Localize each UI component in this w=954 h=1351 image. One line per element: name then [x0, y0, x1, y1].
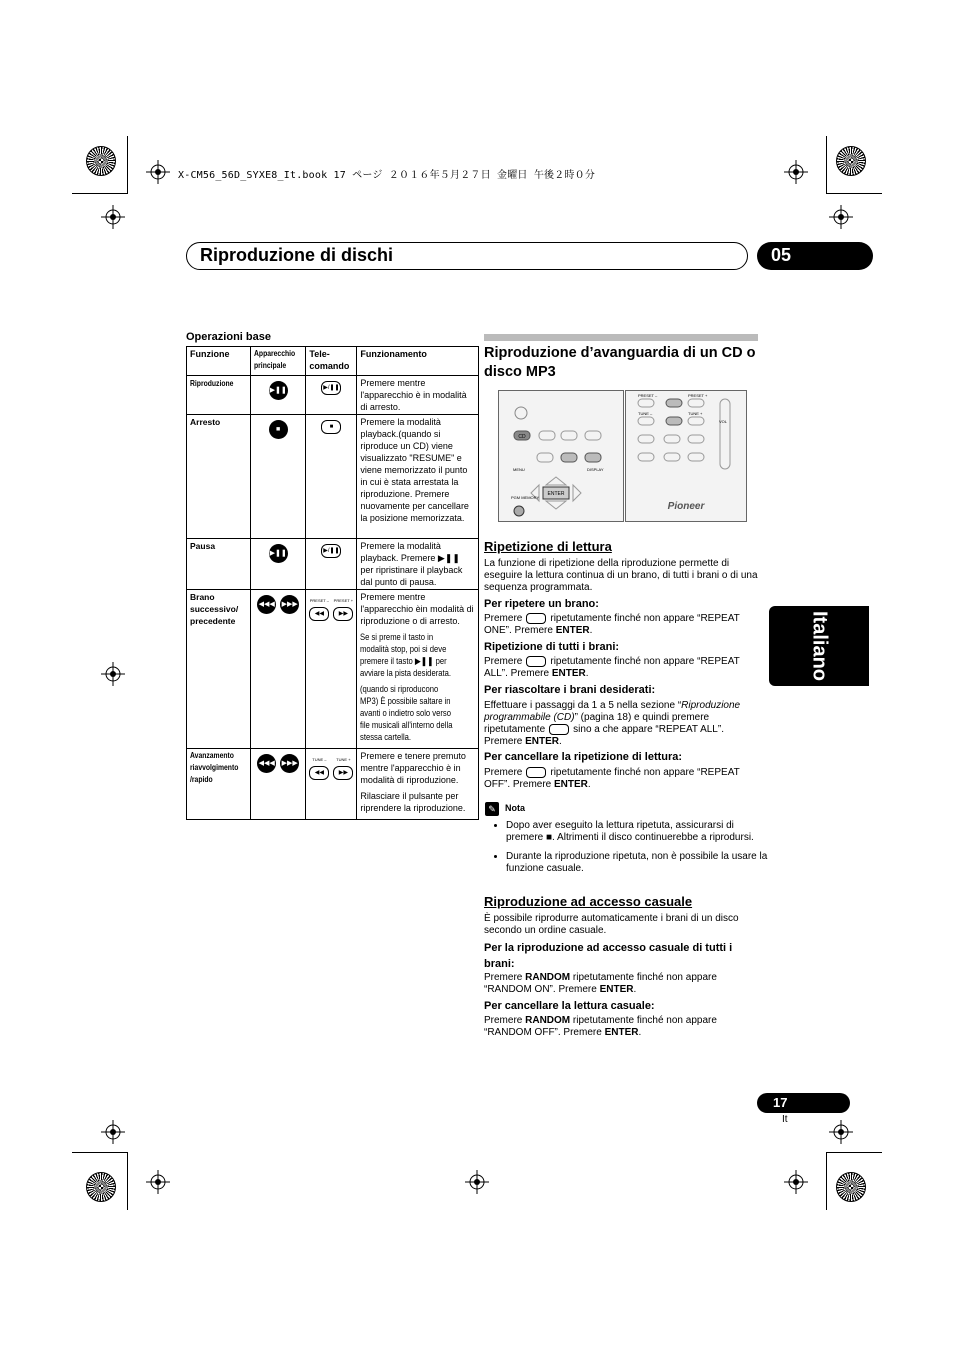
crosshair-icon: [784, 160, 808, 184]
table-row: Pausa ▶❚❚ ▶/❚❚ Premere la modalità playback. Premere ▶❚❚ per ripristinare il playback dal punto di pausa.: [187, 539, 479, 590]
repeat-one-text: Premere ripetutamente finché non appare “REPEAT ONE”. Premere ENTER.: [484, 613, 740, 637]
note-label: Nota: [505, 803, 525, 813]
page-number: 17: [773, 1095, 788, 1110]
crop-mark: [826, 193, 882, 194]
section-bar: [484, 334, 758, 341]
registration-rosette: [836, 146, 866, 176]
crop-mark: [127, 136, 128, 194]
page-title: Riproduzione di dischi: [200, 245, 393, 265]
random-all-heading: Per la riproduzione ad accesso casuale di tutti i brani:: [484, 942, 733, 970]
stop-icon: ■: [269, 420, 288, 439]
play-pause-icon: ▶❚❚: [269, 544, 288, 563]
table-row: Arresto ■ ■ Premere la modalità playback.(quando si riproduce un CD) viene visualizzato "RESUME" e viene memorizzato il punto in cui è stata arrestata la riproduzione. Premere nuovamente per cancellare la posizione memorizzata.: [187, 415, 479, 539]
skip-forward-remote-icon: ▶▶: [333, 607, 353, 621]
crop-mark: [826, 1152, 827, 1210]
preset-plus-label: PRESET +: [688, 393, 708, 398]
stop-remote-icon: ■: [321, 420, 341, 434]
play-pause-remote-icon: ▶/❚❚: [321, 544, 341, 558]
note-icon: ✎: [485, 802, 499, 816]
remote-menu-label: MENU: [513, 467, 525, 472]
chapter-badge: [757, 242, 873, 270]
preset-minus-button: PRESET – ◀◀: [309, 595, 329, 621]
random-all-text: Premere RANDOM ripetutamente finché non appare “RANDOM ON”. Premere ENTER.: [484, 972, 717, 995]
preset-minus-label: PRESET –: [638, 393, 658, 398]
repeat-intro: La funzione di ripetizione della riproduzione permette di eseguire la lettura continua di un brano, di tutti i brani o di una sequenza programmata.: [484, 558, 758, 593]
header-main-unit: Apparecchio principale: [250, 347, 305, 376]
tune-plus-label: TUNE +: [688, 411, 703, 416]
repeat-program-text: Effettuare i passaggi da 1 a 5 nella sezione “Riproduzione programmabile (CD)” (pagina 18) e quindi premere ripetutamente sino a che appare “REPEAT ALL”. Premere ENTER.: [484, 700, 741, 748]
page-title-bar: [186, 242, 748, 270]
remote-enter-label: ENTER: [547, 491, 565, 497]
repeat-icon: [526, 656, 546, 667]
table-caption: Operazioni base: [186, 331, 271, 343]
random-cancel-text: Premere RANDOM ripetutamente finché non appare “RANDOM OFF”. Premere ENTER.: [484, 1015, 717, 1038]
header-remote: Tele-comando: [306, 347, 357, 376]
crop-mark: [72, 193, 128, 194]
skip-back-icon: ◀◀◀: [257, 595, 276, 614]
list-item: • Dopo aver eseguito la lettura ripetuta, assicurarsi di premere ■. Altrimenti il disco continuerebbe a riprodursi.: [506, 820, 771, 844]
crosshair-icon: [101, 205, 125, 229]
table-row: Avanzamento riavvolgimento /rapido ◀◀◀ ▶▶▶ TUNE – ◀◀ TUNE + ▶▶ Premere e tenere premuto mentre l'apparecchio è in modalità di riproduzione. Rilasciare il pulsante per riprendere la riproduzione.: [187, 749, 479, 820]
crosshair-icon: [101, 662, 125, 686]
repeat-icon: [526, 767, 546, 778]
remote-illustration: [498, 390, 624, 522]
operations-table: [186, 346, 479, 820]
crosshair-icon: [146, 160, 170, 184]
random-cancel-heading: Per cancellare la lettura casuale:: [484, 1000, 655, 1012]
crosshair-icon: [829, 1120, 853, 1144]
print-header: X-CM56_56D_SYXE8_It.book 17 ページ ２０１６年５月２７日 金曜日 午後２時０分: [178, 170, 596, 181]
header-operation: Funzionamento: [357, 347, 479, 376]
header-function: Funzione: [187, 347, 251, 376]
crosshair-icon: [829, 205, 853, 229]
rewind-remote-icon: ◀◀: [309, 766, 329, 780]
repeat-all-heading: Ripetizione di tutti i brani:: [484, 641, 620, 653]
repeat-heading: Ripetizione di lettura: [484, 539, 612, 554]
remote-pgm-memory-label: PGM MEMORY: [511, 495, 540, 500]
list-item: • Durante la riproduzione ripetuta, non è possibile la usare la funzione casuale.: [506, 851, 771, 875]
chapter-number: 05: [771, 245, 792, 265]
page-language: It: [782, 1114, 788, 1125]
remote-illustration-right: [625, 390, 747, 522]
random-intro: È possibile riprodurre automaticamente i brani di un disco secondo un ordine casuale.: [484, 913, 739, 936]
preset-plus-button: PRESET + ▶▶: [333, 595, 353, 621]
crop-mark: [127, 1152, 128, 1210]
crosshair-icon: [146, 1170, 170, 1194]
volume-label: VOL: [719, 419, 728, 424]
pioneer-logo: Pioneer: [667, 501, 705, 512]
page-number-badge: [757, 1093, 850, 1113]
registration-rosette: [86, 146, 116, 176]
language-tab: [769, 606, 869, 686]
skip-forward-icon: ▶▶▶: [280, 595, 299, 614]
fast-forward-icon: ▶▶▶: [280, 754, 299, 773]
repeat-cancel-heading: Per cancellare la ripetizione di lettura:: [484, 751, 683, 763]
crosshair-icon: [784, 1170, 808, 1194]
repeat-cancel-text: Premere ripetutamente finché non appare “REPEAT OFF”. Premere ENTER.: [484, 767, 740, 791]
tune-minus-button: TUNE – ◀◀: [309, 754, 329, 780]
crop-mark: [72, 1152, 128, 1153]
section-heading: Riproduzione d’avanguardia di un CD o disco MP3: [484, 345, 756, 380]
tune-minus-label: TUNE –: [638, 411, 653, 416]
skip-back-remote-icon: ◀◀: [309, 607, 329, 621]
repeat-icon: [549, 724, 569, 735]
repeat-icon: [526, 613, 546, 624]
remote-cd-label: CD: [518, 434, 526, 440]
fast-forward-remote-icon: ▶▶: [333, 766, 353, 780]
language-label: Italiano: [808, 610, 831, 682]
repeat-program-heading: Per riascoltare i brani desiderati:: [484, 684, 656, 696]
repeat-all-text: Premere ripetutamente finché non appare “REPEAT ALL”. Premere ENTER.: [484, 656, 740, 680]
remote-display-label: DISPLAY: [587, 467, 604, 472]
table-row: Riproduzione ▶❚❚ ▶/❚❚ Premere mentre l'apparecchio è in modalità di arresto.: [187, 376, 479, 415]
play-pause-icon: ▶❚❚: [269, 381, 288, 400]
crop-mark: [826, 136, 827, 194]
rewind-icon: ◀◀◀: [257, 754, 276, 773]
repeat-one-heading: Per ripetere un brano:: [484, 598, 599, 610]
table-row: Brano successivo/ precedente ◀◀◀ ▶▶▶ PRESET – ◀◀ PRESET + ▶▶ Premere mentre l'apparecchio èin modalità di riproduzione o di arresto. Se si preme il tasto in modalità stop, poi si deve premere il tasto ▶❚❚ per avviare la pista desiderata. (quando si riproducono MP3) È possibile saltare in avanti o indietro solo verso file musicali all'interno della stessa cartella.: [187, 590, 479, 749]
crosshair-icon: [101, 1120, 125, 1144]
registration-rosette: [836, 1172, 866, 1202]
random-heading: Riproduzione ad accesso casuale: [484, 894, 693, 909]
crop-mark: [826, 1152, 882, 1153]
registration-rosette: [86, 1172, 116, 1202]
crosshair-icon: [465, 1170, 489, 1194]
tune-plus-button: TUNE + ▶▶: [333, 754, 353, 780]
play-pause-remote-icon: ▶/❚❚: [321, 381, 341, 395]
note-list: [492, 820, 771, 882]
